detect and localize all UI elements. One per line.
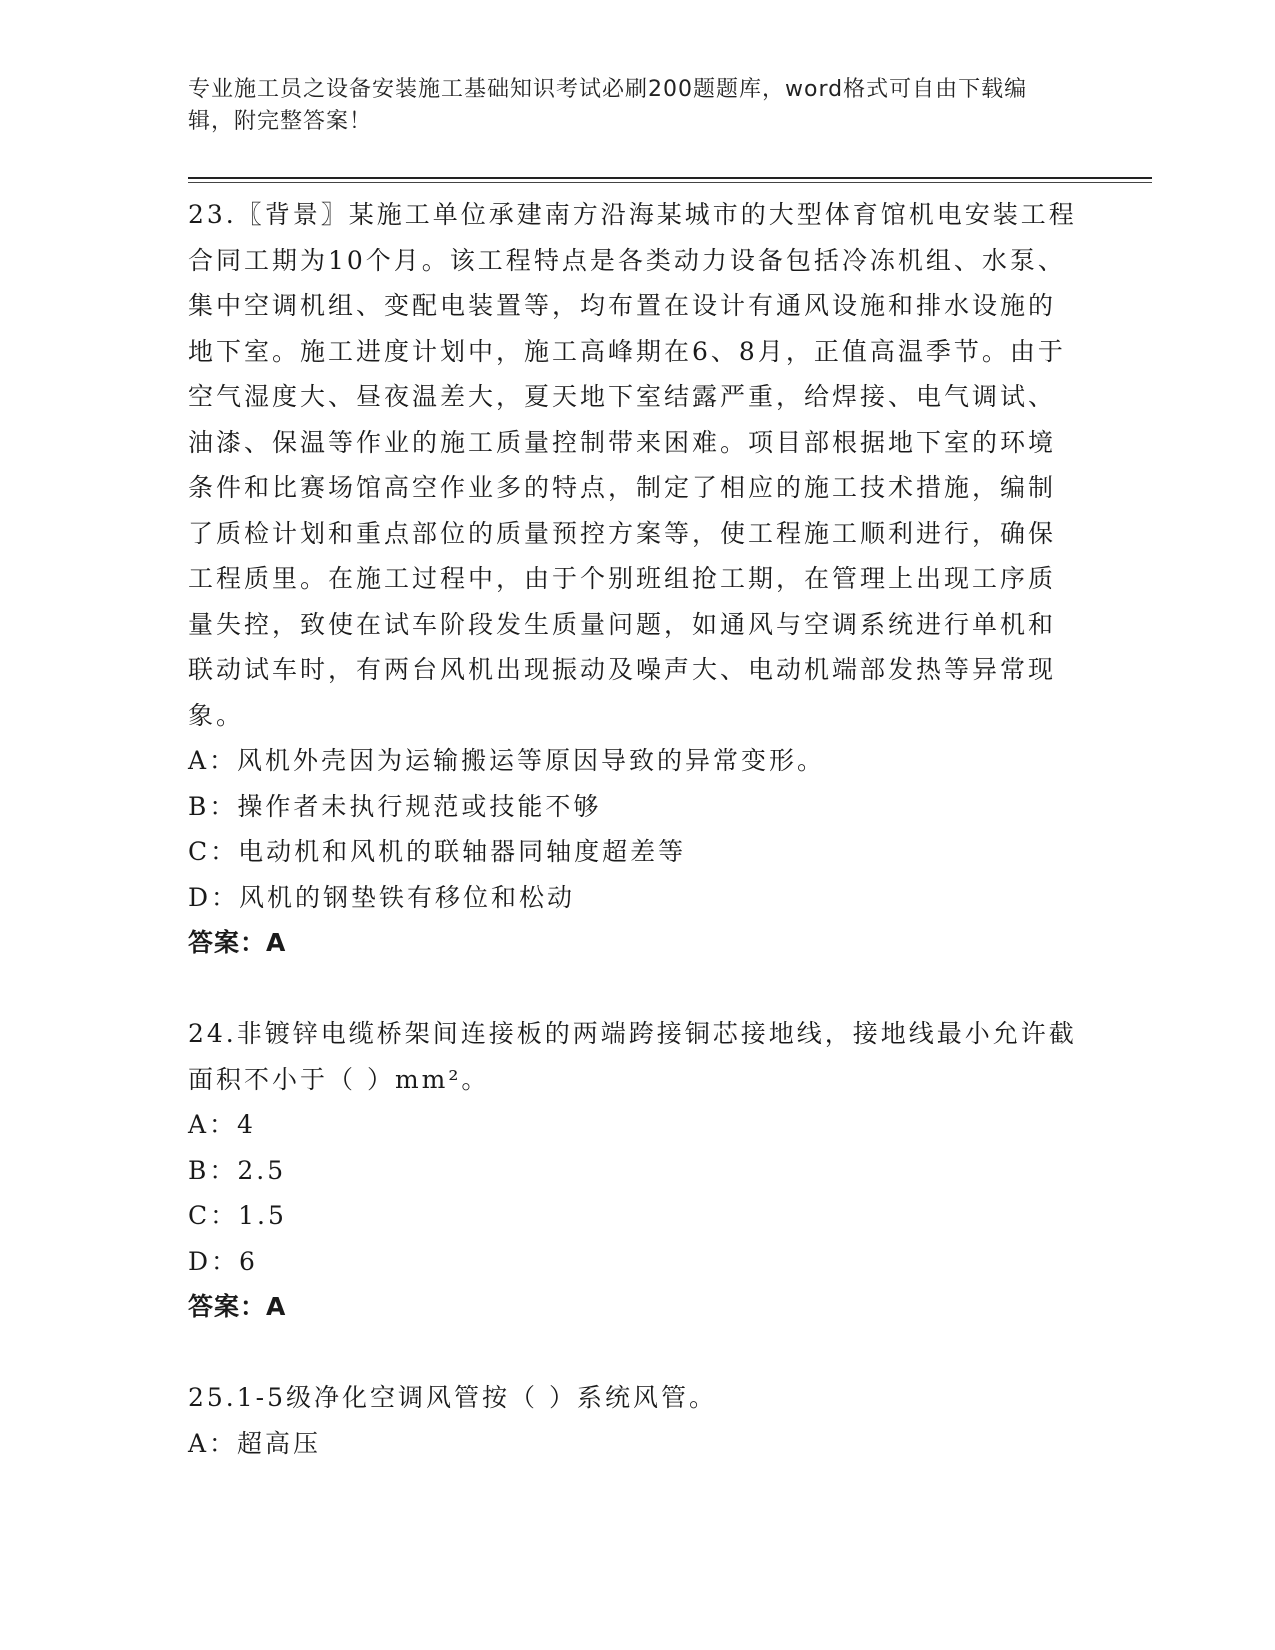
option-d: D：风机的钢垫铁有移位和松动: [188, 882, 576, 912]
question-stem: 25.1-5级净化空调风管按（ ）系统风管。: [188, 1383, 717, 1412]
option-a: A：4: [188, 1110, 256, 1139]
option-c: C：1.5: [188, 1201, 287, 1230]
option-b: B：2.5: [188, 1155, 287, 1185]
page-header: 专业施工员之设备安装施工基础知识考试必刷200题题库，word格式可自由下载编辑，附完整答案！: [188, 77, 1028, 134]
header-rule-thin: [188, 182, 1152, 183]
header-rule-thick: [188, 177, 1152, 179]
question-list: [188, 192, 1078, 1466]
option-b: B：操作者未执行规范或技能不够: [188, 791, 602, 821]
question-23: [188, 192, 1078, 966]
option-c: C：电动机和风机的联轴器同轴度超差等: [188, 837, 687, 866]
question-spacer: [188, 966, 1078, 1012]
option-a: A：超高压: [188, 1428, 322, 1458]
option-a: A：风机外壳因为运输搬运等原因导致的异常变形。: [188, 746, 826, 775]
option-d: D：6: [188, 1246, 258, 1276]
answer-line: 答案：A: [188, 1292, 287, 1321]
question-stem: 24.非镀锌电缆桥架间连接板的两端跨接铜芯接地线，接地线最小允许截面积不小于（ ）mm²。: [188, 1019, 1077, 1094]
question-stem: 23.〖背景〗某施工单位承建南方沿海某城市的大型体育馆机电安装工程合同工期为10个月。该工程特点是各类动力设备包括冷冻机组、水泵、集中空调机组、变配电装置等，均布置在设计有通风设施和排水设施的地下室。施工进度计划中，施工高峰期在6、8月，正值高温季节。由于空气湿度大、昼夜温差大，夏天地下室结露严重，给焊接、电气调试、油漆、保温等作业的施工质量控制带来困难。项目部根据地下室的环境条件和比赛场馆高空作业多的特点，制定了相应的施工技术措施，编制了质检计划和重点部位的质量预控方案等，使工程施工顺利进行，确保工程质里。在施工过程中，由于个别班组抢工期，在管理上出现工序质量失控，致使在试车阶段发生质量问题，如通风与空调系统进行单机和联动试车时，有两台风机出现振动及噪声大、电动机端部发热等异常现象。: [188, 200, 1077, 730]
question-24: [188, 1011, 1078, 1330]
question-spacer: [188, 1330, 1078, 1376]
answer-line: 答案：A: [188, 928, 287, 957]
question-25: [188, 1375, 1078, 1466]
